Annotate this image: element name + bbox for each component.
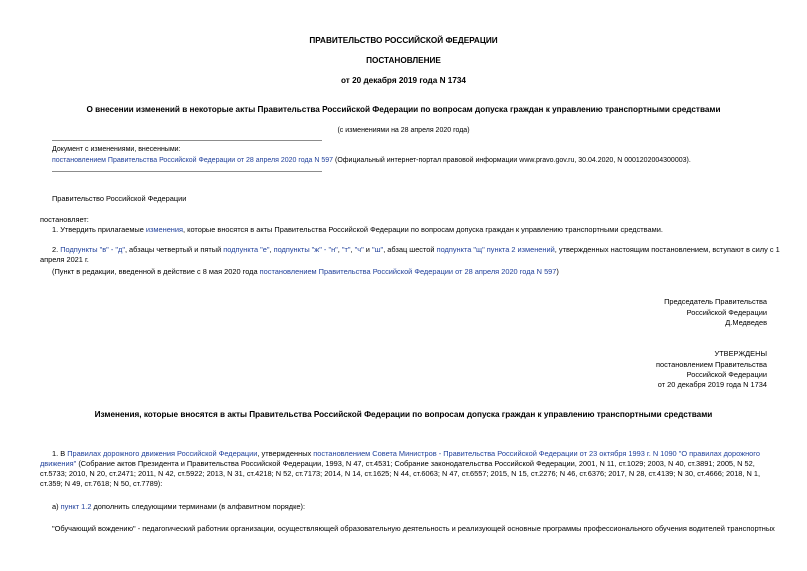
paragraph-1 bbox=[52, 225, 663, 235]
document-type: ПОСТАНОВЛЕНИЕ bbox=[366, 56, 441, 65]
divider-top bbox=[52, 140, 322, 141]
p2-link-3[interactable]: подпункты "ж" - "н" bbox=[273, 245, 338, 254]
annex-title: Изменения, которые вносятся в акты Правительства Российской Федерации по вопросам допуска граждан к управлению транспортными средствами bbox=[94, 410, 713, 419]
document-date-number: от 20 декабря 2019 года N 1734 bbox=[341, 76, 466, 85]
p2-link-2[interactable]: подпункта "е" bbox=[223, 245, 270, 254]
ia-text-b: дополнить следующими терминами (в алфавитном порядке): bbox=[91, 502, 306, 511]
p1-text-a: 1. Утвердить прилагаемые bbox=[52, 225, 146, 234]
p2-link-6[interactable]: "ш" bbox=[372, 245, 384, 254]
p2-text-1: , абзацы четвертый и пятый bbox=[124, 245, 224, 254]
approved-body: Российской Федерации bbox=[686, 370, 767, 379]
p2-text-2: , bbox=[269, 245, 274, 254]
p2-link-5[interactable]: "ч" bbox=[354, 245, 364, 254]
p2-link-4[interactable]: "т" bbox=[341, 245, 351, 254]
p2-text-4: , bbox=[350, 245, 355, 254]
p2-text-3: , bbox=[337, 245, 342, 254]
divider-bottom bbox=[52, 171, 322, 172]
annex-item-1 bbox=[40, 449, 780, 489]
p2-link-7[interactable]: подпункта "щ" пункта 2 изменений bbox=[436, 245, 555, 254]
p2-link-1[interactable]: Подпункты "в" - "д" bbox=[60, 245, 125, 254]
signature-position: Председатель Правительства bbox=[664, 297, 767, 306]
i1-text-b: , утвержденных bbox=[257, 449, 314, 458]
document-title: О внесении изменений в некоторые акты Правительства Российской Федерации по вопросам допуска граждан к управлению транспортными средствами bbox=[86, 105, 721, 114]
changes-source: (Официальный интернет-портал правовой информации www.pravo.gov.ru, 30.04.2020, N 0001202004300003). bbox=[333, 157, 691, 164]
annex-item-a bbox=[52, 502, 305, 512]
paragraph-2 bbox=[40, 245, 780, 265]
p2-note-text: (Пункт в редакции, введенной в действие с 8 мая 2020 года bbox=[52, 267, 260, 276]
ia-text-a: а) bbox=[52, 502, 61, 511]
paragraph-2-note bbox=[52, 267, 559, 277]
p2-note-link[interactable]: постановлением Правительства Российской Федерации от 28 апреля 2020 года N 597 bbox=[259, 267, 557, 276]
p2-note-close: ) bbox=[556, 267, 559, 276]
changes-line bbox=[52, 156, 691, 166]
traffic-rules-link[interactable]: Правилах дорожного движения Российской Федерации bbox=[67, 449, 258, 458]
p1-text-b: , которые вносятся в акты Правительства Российской Федерации по вопросам допуска граждан к управлению транспортными средствами. bbox=[183, 225, 663, 234]
amended-note: (с изменениями на 28 апреля 2020 года) bbox=[337, 127, 470, 134]
council-resolution-link[interactable]: постановлением Совета Министров - Правительства Российской Федерации от 23 октября 1993 г. N 1090 "О правилах дорожного движения" bbox=[40, 449, 760, 468]
p2-text-7: , утвержденных настоящим постановлением, вступают в силу с 1 апреля 2021 г. bbox=[40, 245, 780, 264]
approved-date: от 20 декабря 2019 года N 1734 bbox=[657, 380, 767, 389]
p1-changes-link[interactable]: изменения bbox=[145, 225, 184, 234]
i1-text-a: 1. В bbox=[52, 449, 68, 458]
changes-label: Документ с изменениями, внесенными: bbox=[52, 146, 181, 153]
approved-title: УТВЕРЖДЕНЫ bbox=[714, 349, 767, 358]
i1-text-c: (Собрание актов Президента и Правительства Российской Федерации, 1993, N 47, ст.4531; Собрание законодательства Российской Федерации, 2001, N 11, ст.1029; 2003, N 40, ст.3891; 2005, N 52, ст.5733; 2010, N 20, ст.2471; 2011, N 42, ст.5922; 2013, N 31, ст.4218; N 52, ст.7173; 2014, N 14, ст.1625; N 44, ст.6063; N 47, ст.6557; 2015, N 15, ст.2276; N 46, ст.6376; 2017, N 28, ст.4139; N 30, ст.4666; 2018, N 1, ст.359; N 49, ст.7618; N 50, ст.7789): bbox=[40, 459, 761, 488]
government-rf: Правительство Российской Федерации bbox=[52, 194, 187, 203]
term-definition: "Обучающий вождению" - педагогический работник организации, осуществляющей образовательную деятельность и реализующей основные программы профессионального обучения водителей транспортных bbox=[52, 524, 775, 533]
p2-text-6: , абзац шестой bbox=[383, 245, 437, 254]
changes-link[interactable]: постановлением Правительства Российской Федерации от 28 апреля 2020 года N 597 bbox=[52, 157, 334, 164]
decides-text: постановляет: bbox=[40, 215, 89, 224]
signature-body: Российской Федерации bbox=[686, 308, 767, 317]
approved-by: постановлением Правительства bbox=[656, 360, 767, 369]
signature-name: Д.Медведев bbox=[725, 318, 767, 327]
government-heading: ПРАВИТЕЛЬСТВО РОССИЙСКОЙ ФЕДЕРАЦИИ bbox=[309, 36, 498, 45]
point-1-2-link[interactable]: пункт 1.2 bbox=[60, 502, 92, 511]
p2-num: 2. bbox=[52, 245, 61, 254]
p2-text-5: и bbox=[363, 245, 372, 254]
